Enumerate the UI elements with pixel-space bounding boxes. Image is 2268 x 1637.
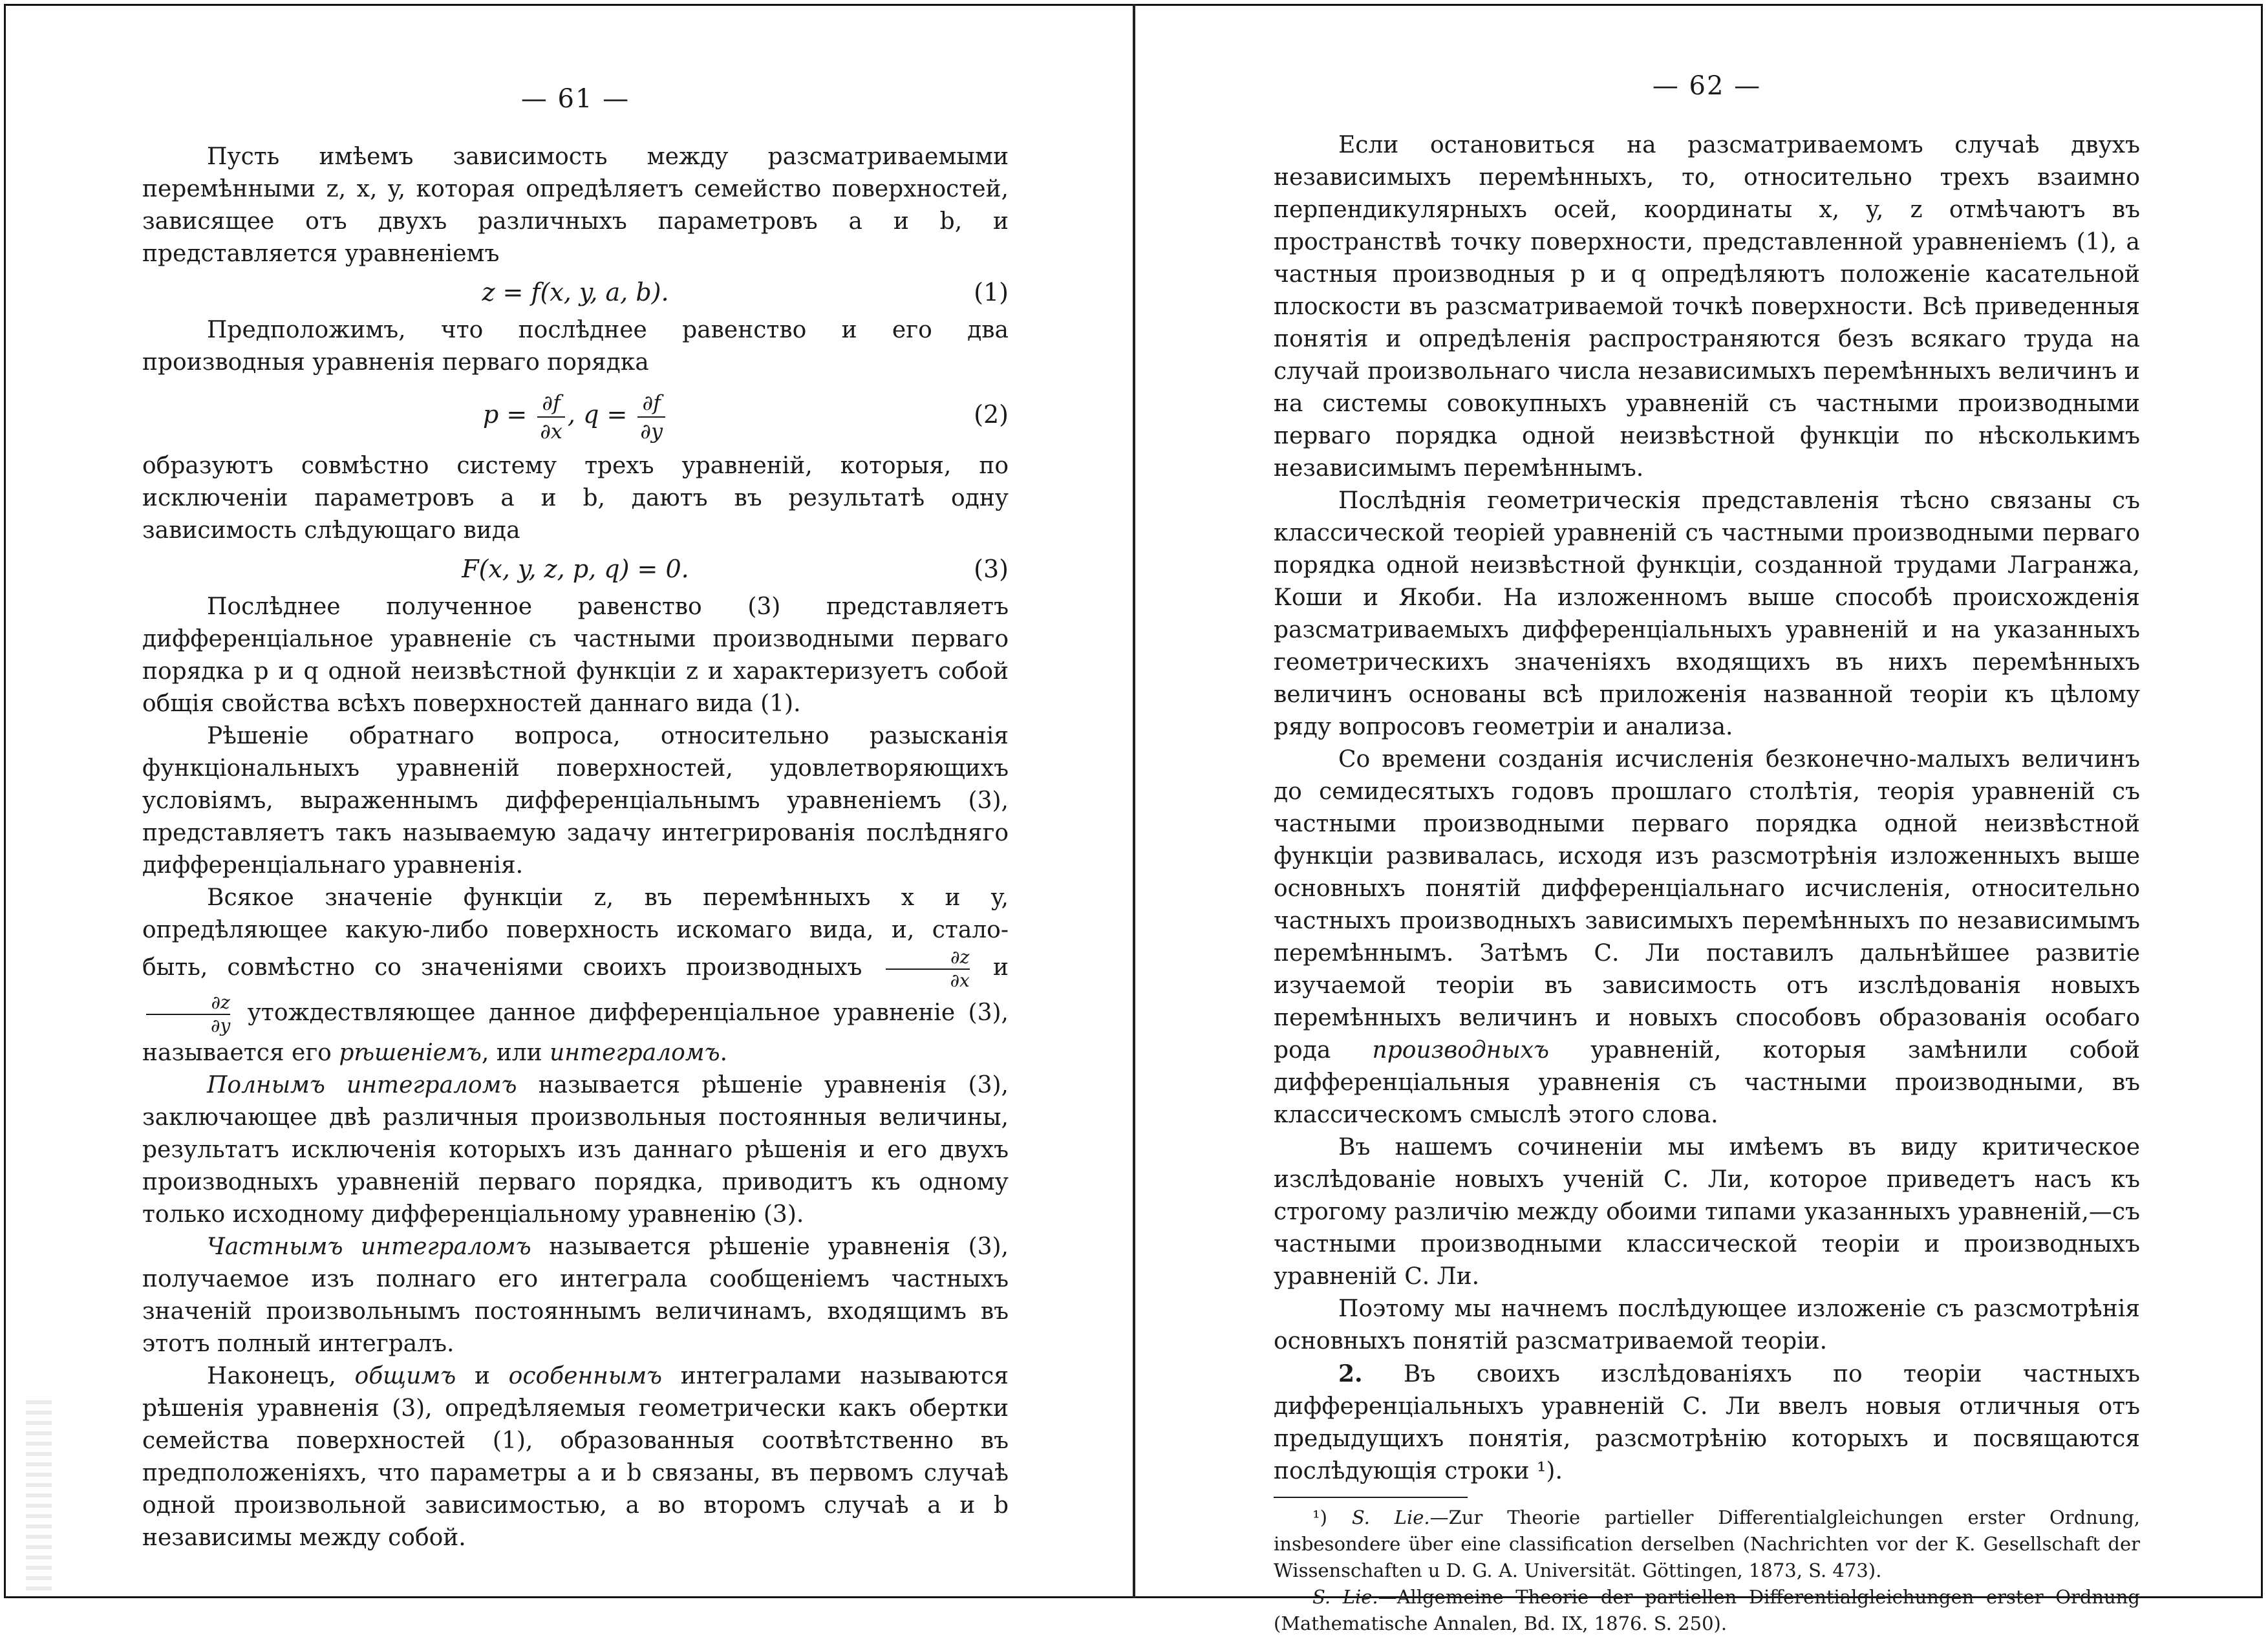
paragraph: Послѣднія геометрическія представленія тѣсно связаны съ классической теоріей уравненій съ частными производными перваго порядка одной неизвѣстной функціи, созданной трудами Лагранжа, Коши и Якоби. На изложенномъ выше способѣ происхожденія разсматриваемыхъ дифференціальныхъ уравненій и на указанныхъ геометрическихъ значеніяхъ входящихъ въ нихъ перемѣнныхъ величинъ основаны всѣ приложенія названной теоріи къ цѣлому ряду вопросовъ геометріи и анализа. — [1274, 487, 2140, 740]
numerator: ∂z — [886, 947, 970, 970]
numerator: ∂f — [637, 389, 665, 418]
equation-number: (3) — [974, 555, 1009, 583]
page-gutter — [1133, 4, 1135, 1598]
equation-body: F(x, y, z, p, q) = 0. — [462, 555, 689, 583]
page-number-right: — 62 — — [1652, 71, 1762, 101]
paragraph — [1274, 1358, 2140, 1488]
paragraph: Поэтому мы начнемъ послѣдующее изложеніе съ разсмотрѣнія основныхъ понятій разсматриваемой теоріи. — [1274, 1296, 2140, 1354]
equation-body: z = f(x, y, a, b). — [482, 278, 669, 306]
footnote-author: S. Lie. — [1351, 1506, 1430, 1528]
equation-number: (2) — [974, 400, 1009, 429]
text-run: называется рѣшеніе уравненія (3), получаемое изъ полнаго его интеграла сообщеніемъ частныхъ значеній произвольнымъ постояннымъ величинамъ, входящимъ въ этотъ полный интегралъ. — [142, 1234, 1009, 1357]
footnote-text: —Zur Theorie partieller Differentialgleichungen erster Ordnung, insbesondere über eine classification derselben (Nachrichten vor der K. Gesellschaft der Wissenschaften u D. G. A. Universität. Göttingen, 1873, S. 473). — [1274, 1506, 2140, 1581]
fraction-dz-dx — [886, 947, 970, 992]
footnote-rule — [1274, 1497, 1468, 1498]
paragraph: Пусть имѣемъ зависимость между разсматриваемыми перемѣнными z, x, y, которая опредѣляетъ семейство поверхностей, зависящее отъ двухъ различныхъ параметровъ a и b, и представляется уравненіемъ — [142, 144, 1009, 267]
paragraph — [142, 882, 1009, 1069]
term-derivative: производныхъ — [1372, 1037, 1550, 1064]
term-general: общимъ — [354, 1363, 456, 1389]
equation-2 — [142, 379, 1009, 450]
text-run: Наконецъ, — [207, 1363, 336, 1389]
paragraph — [142, 1069, 1009, 1231]
footnote — [1274, 1504, 2140, 1584]
text-run: и — [474, 1363, 490, 1389]
fraction-dz-dy — [146, 992, 230, 1037]
paragraph — [142, 1360, 1009, 1554]
numerator: ∂f — [537, 389, 565, 418]
footnotes — [1274, 1504, 2140, 1637]
paragraph: Предположимъ, что послѣднее равенство и его два производныя уравненія перваго порядка — [142, 317, 1009, 376]
equation-1 — [142, 270, 1009, 314]
page-number-left: — 61 — — [520, 84, 630, 114]
text-run: утождествляющее данное дифференціальное уравненіе (3), называется его — [142, 1000, 1009, 1066]
paragraph: Послѣднее полученное равенство (3) представляетъ дифференціальное уравненіе съ частными производными перваго порядка p и q одной неизвѣстной функціи z и характеризуетъ собой общія свойства всѣхъ поверхностей даннаго вида (1). — [142, 594, 1009, 717]
denominator: ∂x — [950, 970, 970, 991]
footnote-text: —Allgemeine Theorie der partiellen Differentialgleichungen erster Ordnung (Mathematische Annalen, Bd. IX, 1876. S. 250). — [1274, 1586, 2140, 1634]
equation-lhs-p: p = — [482, 400, 528, 429]
text-run: Всякое значеніе функціи z, въ перемѣнныхъ x и y, опредѣляющее какую-либо поверхность искомаго вида, и, стало-быть, совмѣстно со значеніями своихъ производныхъ — [142, 884, 1009, 981]
denominator: ∂y — [640, 418, 663, 444]
text-run: называется рѣшеніе уравненія (3), заключающее двѣ различныя произвольныя постоянныя величины, результатъ исключенія которыхъ изъ даннаго рѣшенія и его двухъ производныхъ уравненій перваго порядка, приводитъ къ одному только исходному дифференціальному уравненію (3). — [142, 1072, 1009, 1228]
fraction-df-dy — [637, 389, 665, 445]
text-run: . — [720, 1040, 728, 1066]
left-page-text — [142, 141, 1009, 1554]
numerator: ∂z — [146, 992, 230, 1015]
term-complete-integral: Полнымъ интеграломъ — [207, 1072, 517, 1098]
right-page-text — [1274, 129, 2140, 1637]
paragraph — [142, 1231, 1009, 1360]
term-solution: рѣшеніемъ — [339, 1040, 482, 1066]
paragraph: Въ нашемъ сочиненіи мы имѣемъ въ виду критическое изслѣдованіе новыхъ ученій С. Ли, которое приведетъ насъ къ строгому различію между обоими типами указанныхъ уравненій,—съ частными производными классической теоріи и производныхъ уравненій С. Ли. — [1274, 1134, 2140, 1290]
footnote-author: S. Lie. — [1312, 1586, 1378, 1608]
denominator: ∂y — [211, 1015, 231, 1036]
equation-lhs-q: , q = — [567, 400, 628, 429]
text-run: уравненій, которыя замѣнили собой дифференціальныя уравненія съ частными производными, въ классическомъ смыслѣ этого слова. — [1274, 1037, 2140, 1128]
equation-3 — [142, 547, 1009, 591]
paragraph: Если остановиться на разсматриваемомъ случаѣ двухъ независимыхъ перемѣнныхъ, то, относительно трехъ взаимно перпендикулярныхъ осей, координаты x, y, z отмѣчаютъ въ пространствѣ точку поверхности, представленной уравненіемъ (1), а частныя производныя p и q опредѣляютъ положеніе касательной плоскости въ разсматриваемой точкѣ поверхности. Всѣ приведенныя понятія и опредѣленія распространяются безъ всякаго труда на случай произвольнаго числа независимыхъ перемѣнныхъ величинъ и на системы совокупныхъ уравненій съ частными производными перваго порядка одной неизвѣстной функціи по нѣсколькимъ независимымъ перемѣннымъ. — [1274, 132, 2140, 482]
paragraph: образуютъ совмѣстно систему трехъ уравненій, которыя, по исключеніи параметровъ a и b, даютъ въ результатѣ одну зависимость слѣдующаго вида — [142, 453, 1009, 544]
equation-number: (1) — [974, 278, 1009, 306]
term-integral: интеграломъ — [550, 1040, 720, 1066]
paragraph — [1274, 744, 2140, 1131]
text-run: и — [993, 954, 1009, 981]
text-run: Въ своихъ изслѣдованіяхъ по теоріи частныхъ дифференціальныхъ уравненій С. Ли ввелъ новыя отличныя отъ предыдущихъ понятія, разсмотрѣнію которыхъ и посвящаются послѣдующія строки — [1274, 1361, 2140, 1484]
denominator: ∂x — [540, 418, 562, 444]
scan-edge-marks — [26, 1396, 52, 1590]
term-singular: особеннымъ — [508, 1363, 663, 1389]
text-run: интегралами называются рѣшенія уравненія (3), опредѣляемыя геометрически какъ обертки семейства поверхностей (1), образованныя соотвѣтственно въ предположеніяхъ, что параметры a и b связаны, въ первомъ случаѣ одной произвольной зависимостью, а во второмъ случаѣ a и b независимы между собой. — [142, 1363, 1009, 1551]
text-run: Со времени созданія исчисленія безконечно-малыхъ величинъ до семидесятыхъ годовъ прошлаго столѣтія, теорія уравненій съ частными производными перваго порядка одной неизвѣстной функціи развивалась, исходя изъ разсмотрѣнія изложенныхъ выше основныхъ понятій дифференціальнаго исчисленія, относительно частныхъ производныхъ зависимыхъ перемѣнныхъ по независимымъ перемѣннымъ. Затѣмъ С. Ли поставилъ дальнѣйшее развитіе изучаемой теоріи въ зависимость отъ изслѣдованія новыхъ перемѣнныхъ величинъ и новыхъ способовъ образованія особаго рода — [1274, 746, 2140, 1064]
footnote-reference: ¹). — [1536, 1458, 1563, 1484]
section-number: 2. — [1338, 1360, 1363, 1387]
footnote-mark: ¹) — [1312, 1506, 1327, 1528]
text-run: , или — [481, 1040, 542, 1066]
footnote — [1274, 1584, 2140, 1637]
paragraph: Рѣшеніе обратнаго вопроса, относительно разысканія функціональныхъ уравненій поверхностей, удовлетворяющихъ условіямъ, выраженнымъ дифференціальнымъ уравненіемъ (3), представляетъ такъ называемую задачу интегрированія послѣдняго дифференціальнаго уравненія. — [142, 723, 1009, 879]
term-particular-integral: Частнымъ интеграломъ — [207, 1234, 531, 1260]
fraction-df-dx — [537, 389, 565, 445]
